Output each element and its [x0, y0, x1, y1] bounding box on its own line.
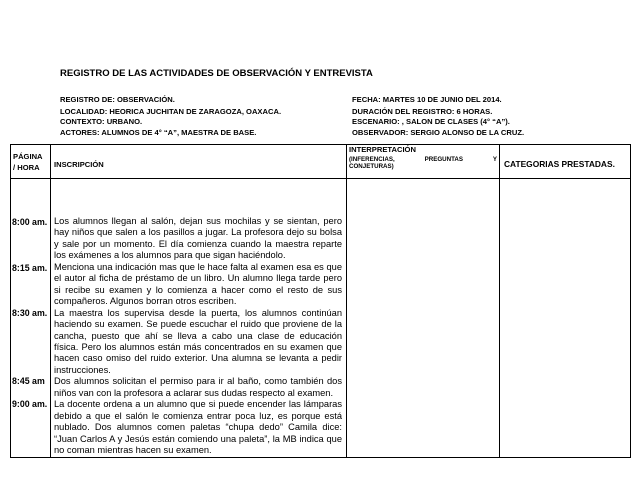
- meta-date: FECHA: MARTES 10 DE JUNIO DEL 2014.: [352, 95, 502, 104]
- time-label: 9:00 am.: [12, 399, 48, 409]
- table-row: [11, 179, 631, 458]
- header-interp-inferences: (INFERENCIAS,: [349, 156, 395, 163]
- inscription-paragraph: Los alumnos llegan al salón, dejan sus mochilas y se sientan, pero hay niños que salen a los pasillos a jugar. La profesora dejo su bolsa y sale por un momento. El día comienza cuando la maestra reparte los exámenes a los alumnos para que sigan haciéndolo.: [54, 216, 342, 261]
- time-label: 8:30 am.: [12, 308, 48, 318]
- meta-duration: DURACIÓN DEL REGISTRO: 6 HORAS.: [352, 106, 493, 116]
- header-inscription: INSCRIPCIÓN: [51, 145, 347, 179]
- meta-left: [60, 95, 281, 138]
- header-page-hour: [11, 145, 51, 179]
- inscription-cell: [51, 179, 347, 458]
- header-interp-and: Y: [492, 156, 497, 163]
- inscription-paragraph: Dos alumnos solicitan el permiso para ir al baño, como también dos niños van con la profesora a aclarar sus dudas respecto al examen.: [54, 376, 342, 398]
- header-page-label: PÁGINA: [13, 151, 43, 161]
- header-interpretation-sub: [349, 156, 497, 163]
- header-interpretation-title: INTERPRETACIÓN: [349, 145, 416, 154]
- meta-right: [352, 95, 524, 138]
- header-interp-questions: PREGUNTAS: [424, 156, 463, 163]
- header-interpretation: [347, 145, 500, 179]
- table-header-row: [11, 145, 631, 179]
- inscription-paragraph: Menciona una indicación mas que le hace falta al examen esa es que el autor al ficha de préstamo de un libro. Un alumno llega tarde pero si recibe su examen y lo comienza a hacer como el resto de sus compañeros. Algunos borran otros escriben.: [54, 261, 342, 307]
- interpretation-cell: [347, 179, 500, 458]
- time-label: 8:15 am.: [12, 263, 48, 273]
- meta-observer: OBSERVADOR: SERGIO ALONSO DE LA CRUZ.: [352, 127, 525, 137]
- time-label: 8:00 am.: [12, 217, 48, 227]
- categories-cell: [500, 179, 631, 458]
- meta-record-type: REGISTRO DE: OBSERVACIÓN.: [60, 95, 175, 104]
- time-cell: [11, 179, 51, 458]
- meta-setting: ESCENARIO: , SALON DE CLASES (4° “A”).: [352, 117, 510, 126]
- observation-table: [10, 144, 631, 458]
- inscription-paragraph: La docente ordena a un alumno que si puede encender las lámparas debido a que el salón le comienza entrar poca luz, es porque está nublado. Dos alumnos comen paletas “chupa dedo” Camila dice: “Juan Carlos A y Jesús están comiendo una paleta”, la MB indica que no coman mientras hacen su examen.: [54, 399, 342, 456]
- header-categories: CATEGORIAS PRESTADAS.: [500, 145, 631, 179]
- meta-context: CONTEXTO: URBANO.: [60, 117, 143, 126]
- time-label: 8:45 am: [12, 376, 45, 386]
- meta-locality: LOCALIDAD: HEORICA JUCHITAN DE ZARAGOZA, OAXACA.: [60, 106, 282, 116]
- header-hour-label: / HORA: [13, 162, 40, 172]
- inscription-paragraph: La maestra los supervisa desde la puerta, los alumnos continúan haciendo su examen. Se puede escuchar el ruido que proviene de la cancha, puesto que ahí se lleva a cabo una clase de educación física. Pero los alumnos están más concentrados en su examen que hacen caso omiso del ruido exterior. Una alumna se levanta a pedir instrucciones.: [54, 307, 342, 375]
- meta-actors: ACTORES: ALUMNOS DE 4° “A”, MAESTRA DE BASE.: [60, 127, 257, 137]
- document-title: REGISTRO DE LAS ACTIVIDADES DE OBSERVACIÓN Y ENTREVISTA: [60, 68, 373, 79]
- header-interp-conjectures: CONJETURAS): [349, 163, 394, 170]
